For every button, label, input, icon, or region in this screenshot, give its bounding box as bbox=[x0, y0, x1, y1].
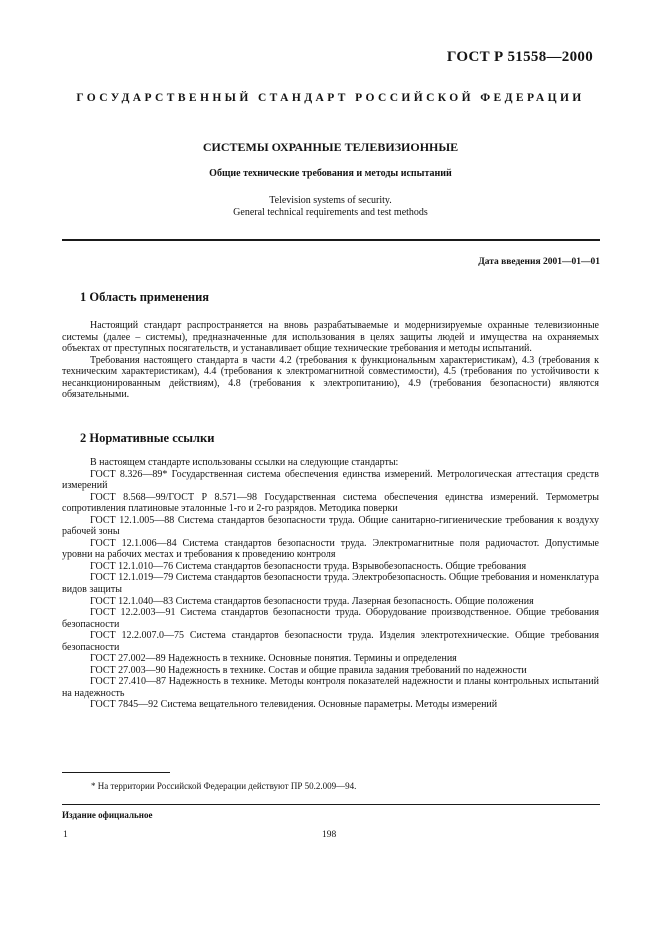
document-title: СИСТЕМЫ ОХРАННЫЕ ТЕЛЕВИЗИОННЫЕ bbox=[202, 140, 459, 154]
sheet-index: 1 bbox=[63, 830, 68, 840]
reference-item: ГОСТ 12.1.040—83 Система стандартов безопасности труда. Лазерная безопасность. Общие положения bbox=[90, 595, 534, 607]
state-standard-heading: ГОСУДАРСТВЕННЫЙ СТАНДАРТ РОССИЙСКОЙ ФЕДЕРАЦИИ bbox=[76, 92, 585, 104]
reference-item: ГОСТ 27.410—87 Надежность в технике. Методы контроля показателей надежности и планы контрольных испытаний на надежность bbox=[62, 676, 599, 699]
references-list bbox=[62, 457, 599, 711]
reference-item: ГОСТ 7845—92 Система вещательного телевидения. Основные параметры. Методы измерений bbox=[90, 699, 498, 711]
footnote-divider bbox=[62, 772, 170, 773]
section-1-paragraph: Настоящий стандарт распространяется на вновь разрабатываемые и модернизируемые охранные телевизионные системы (далее – системы), предназначенные для использования в целях защиты людей и имущества на охраняемых объектах от преступных посягательств, и устанавливает общие технические требования и методы испытаний. bbox=[62, 320, 599, 355]
reference-item: ГОСТ 27.002—89 Надежность в технике. Основные понятия. Термины и определения bbox=[90, 653, 457, 665]
reference-item: ГОСТ 8.568—99/ГОСТ Р 8.571—98 Государственная система обеспечения единства измерений. Термометры сопротивления платиновые эталонные 1-го и 2-го разрядов. Методика поверки bbox=[62, 491, 599, 515]
reference-item: ГОСТ 8.326—89* Государственная система обеспечения единства измерений. Метрологическая аттестация средств измерений bbox=[62, 468, 599, 492]
reference-item: ГОСТ 12.1.010—76 Система стандартов безопасности труда. Взрывобезопасность. Общие требования bbox=[90, 560, 527, 572]
english-title-line2: General technical requirements and test methods bbox=[233, 207, 428, 218]
section-1-paragraph: Требования настоящего стандарта в части 4.2 (требования к функциональным характеристикам), 4.3 (требования к техническим характеристикам), 4.4 (требования к электромагнитной совместимости), 4.5 (требования по устойчивости к несанкционированным действиям), 4.8 (требования к электропитанию), 4.9 (требования безопасности) являются обязательными. bbox=[62, 354, 599, 401]
english-title bbox=[62, 195, 599, 219]
introduction-date: Дата введения 2001—01—01 bbox=[478, 257, 600, 267]
page-number: 198 bbox=[322, 830, 337, 840]
reference-item: ГОСТ 12.2.007.0—75 Система стандартов безопасности труда. Изделия электротехнические. Общие требования безопасности bbox=[62, 630, 599, 653]
gost-number: ГОСТ Р 51558—2000 bbox=[446, 49, 593, 65]
section-1-heading: 1 Область применения bbox=[80, 290, 210, 304]
reference-item: ГОСТ 12.1.005—88 Система стандартов безопасности труда. Общие санитарно-гигиенические требования к воздуху рабочей зоны bbox=[62, 514, 599, 538]
footnote: * На территории Российской Федерации действуют ПР 50.2.009—94. bbox=[91, 781, 357, 791]
section-1-body bbox=[62, 320, 599, 401]
english-title-line1: Television systems of security. bbox=[269, 195, 392, 206]
reference-item: ГОСТ 27.003—90 Надежность в технике. Состав и общие правила задания требований по надежности bbox=[90, 664, 527, 676]
reference-item: ГОСТ 12.1.006—84 Система стандартов безопасности труда. Электромагнитные поля радиочастот. Допустимые уровни на рабочих местах и требования к проведению контроля bbox=[62, 537, 599, 561]
official-edition-label: Издание официальное bbox=[62, 810, 153, 820]
reference-item: ГОСТ 12.1.019—79 Система стандартов безопасности труда. Электробезопасность. Общие требования и номенклатура видов защиты bbox=[62, 572, 599, 596]
document-subtitle: Общие технические требования и методы испытаний bbox=[209, 168, 452, 179]
footer-divider bbox=[62, 804, 600, 805]
reference-item: ГОСТ 12.2.003—91 Система стандартов безопасности труда. Оборудование производственное. Общие требования безопасности bbox=[62, 607, 599, 630]
section-2-heading: 2 Нормативные ссылки bbox=[80, 431, 215, 445]
references-intro: В настоящем стандарте использованы ссылки на следующие стандарты: bbox=[90, 457, 399, 468]
title-divider bbox=[62, 239, 600, 241]
